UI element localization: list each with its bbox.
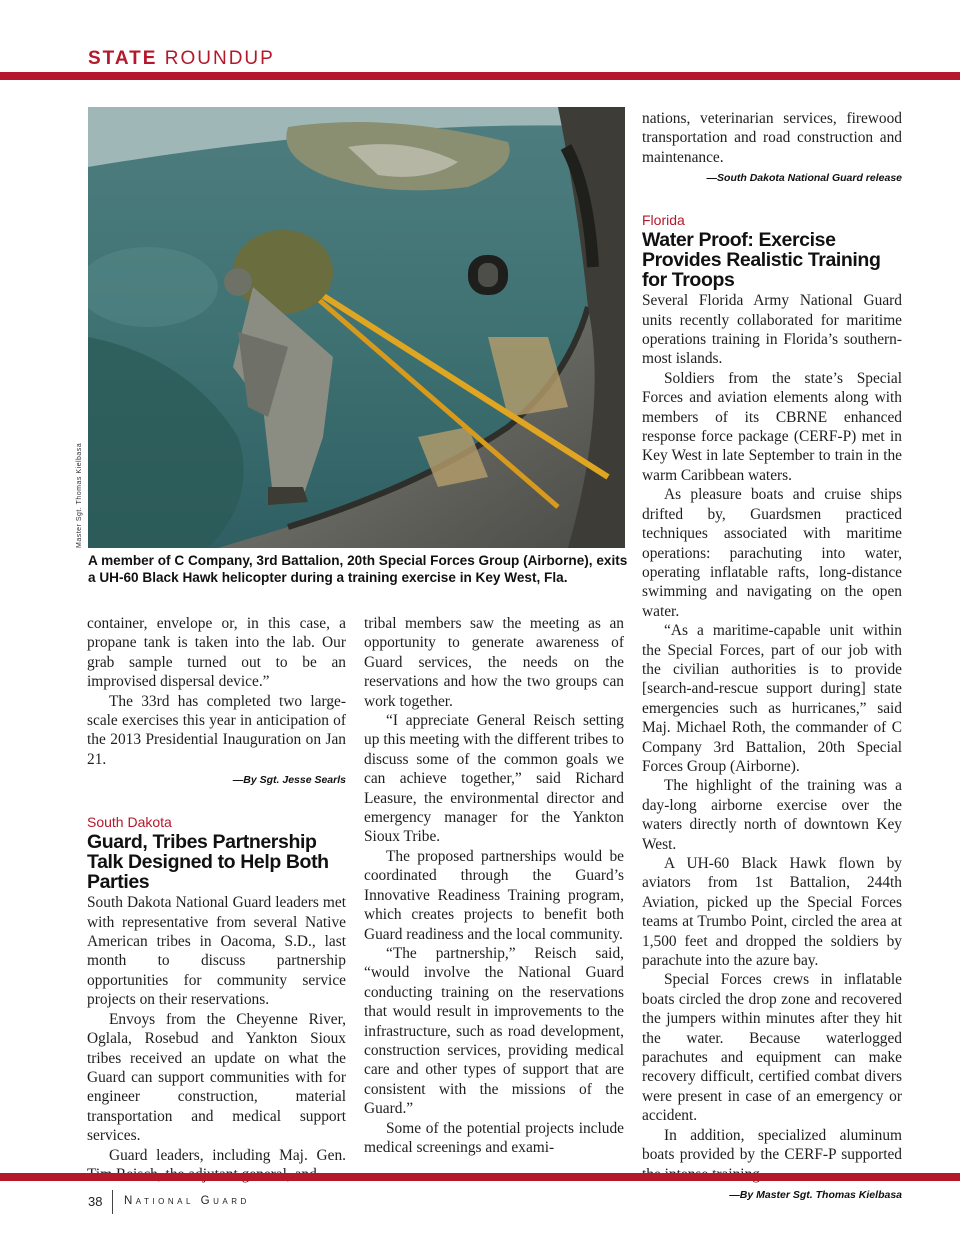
byline: —By Sgt. Jesse Searls	[232, 774, 346, 787]
paragraph: The proposed partnerships would be coordinated through the Guard’s Innovative Readiness Training program, which creates projects to benefit both Guard readiness and the local community.	[364, 847, 624, 943]
paragraph: “As a maritime-capable unit within the Special Forces, part of our job with the civilian authorities is to provide [search-and-rescue support during] state emergencies such as hurricanes,” said Maj. Michael Roth, the commander of C Company 3rd Battalion, 20th Special Forces Group (Airborne).	[642, 622, 902, 775]
state-label-florida: Florida	[642, 212, 685, 229]
top-rule	[0, 72, 960, 80]
paragraph: Envoys from the Cheyenne River, Oglala, Rosebud and Yankton Sioux tribes received an update on what the Guard can support communities with for engineer construction, material transportation and medical support services.	[87, 1010, 346, 1145]
helicopter-jump-photo	[88, 107, 625, 548]
bottom-rule	[0, 1173, 960, 1181]
paragraph: Some of the potential projects include medical screenings and exami-	[364, 1119, 624, 1156]
paragraph: Several Florida Army National Guard units recently collaborated for maritime operations training in Florida’s southern-most islands.	[642, 292, 902, 368]
photo-caption: A member of C Company, 3rd Battalion, 20th Special Forces Group (Airborne), exits a UH-60 Black Hawk helicopter during a training exercise in Key West, Fla.	[88, 553, 628, 585]
paragraph: South Dakota National Guard leaders met with representative from several Native American tribes in Oacoma, S.D., last month to discuss partnership opportunities for community service projects on their reservations.	[87, 894, 346, 1009]
page-number: 38	[88, 1194, 103, 1209]
paragraph: nations, veterinarian services, firewood transportation and road construction and maintenance.	[642, 110, 902, 166]
paragraph: Guard leaders, including Maj. Gen.	[109, 1146, 346, 1164]
paragraph: container, envelope or, in this case, a propane tank is taken into the lab. Our grab sample turned out to be an improvised dispersal device.”	[87, 615, 346, 691]
headline-florida: Water Proof: Exercise Provides Realistic Training for Troops	[642, 229, 881, 292]
section-header-rest: ROUNDUP	[157, 48, 275, 69]
paragraph: tribal members saw the meeting as an opportunity to generate awareness of Guard services, the needs on the reservations and how the two groups can work together.	[364, 615, 624, 710]
paragraph: Special Forces crews in inflatable boats circled the drop zone and recovered the jumpers within minutes after they hit the water. Because waterlogged parachutes and equipment can make recovery difficult, certified combat divers were present in case of an emergency or accident.	[642, 971, 902, 1125]
photo-credit: Master Sgt. Thomas Kielbasa	[76, 442, 83, 548]
paragraph: As pleasure boats and cruise ships drifted by, Guardsmen practiced techniques associated with maritime operations: parachuting into water, operating inflatable rafts, long-distance swimming and navigating on the open water.	[642, 486, 902, 620]
paragraph: A UH-60 Black Hawk flown by aviators from 1st Battalion, 244th Aviation, picked up the Special Forces teams at Trumbo Point, circled the area at 1,500 feet and dropped the soldiers by parachute into the azure bay.	[642, 855, 902, 970]
paragraph: In addition, specialized aluminum boats provided by the CERF-P supported	[642, 1126, 902, 1164]
byline: —South Dakota National Guard release	[706, 172, 902, 185]
headline-south-dakota: Guard, Tribes Partnership Talk Designed to Help Both Parties	[87, 831, 329, 894]
paragraph: “I appreciate General Reisch setting up this meeting with the different tribes to discuss some of the common goals we can achieve together,” said Richard Leasure, the environmental director and emergency manager for the Yankton Sioux Tribe.	[364, 712, 624, 846]
section-header-bold: STATE	[88, 48, 158, 69]
column-2	[364, 614, 624, 1157]
paragraph: Soldiers from the state’s Special Forces and aviation elements along with members of its CBRNE enhanced response force package (CERF-P) met in Key West in late September to train in the warm Caribbean waters.	[642, 369, 902, 484]
column-1	[87, 614, 346, 1184]
column-3	[642, 109, 902, 1202]
byline: —By Master Sgt. Thomas Kielbasa	[729, 1188, 902, 1201]
paragraph: The 33rd has completed two large-scale exercises this year in anticipation of the 2013 Presidential Inauguration on Jan 21.	[87, 692, 346, 768]
paragraph: The highlight of the training was a day-long airborne exercise over the waters directly north of downtown Key West.	[642, 777, 902, 853]
publication-title: National Guard	[124, 1195, 250, 1207]
state-label-south-dakota: South Dakota	[87, 814, 172, 831]
section-header	[88, 48, 275, 70]
paragraph: “The partnership,” Reisch said, “would involve the National Guard conducting training on the reservations that would result in improvements to the infrastructure, such as road development, construction services, providing medical care and other types of support that are consistent with the missions of the Guard.”	[364, 944, 624, 1118]
footer-divider	[112, 1190, 113, 1214]
